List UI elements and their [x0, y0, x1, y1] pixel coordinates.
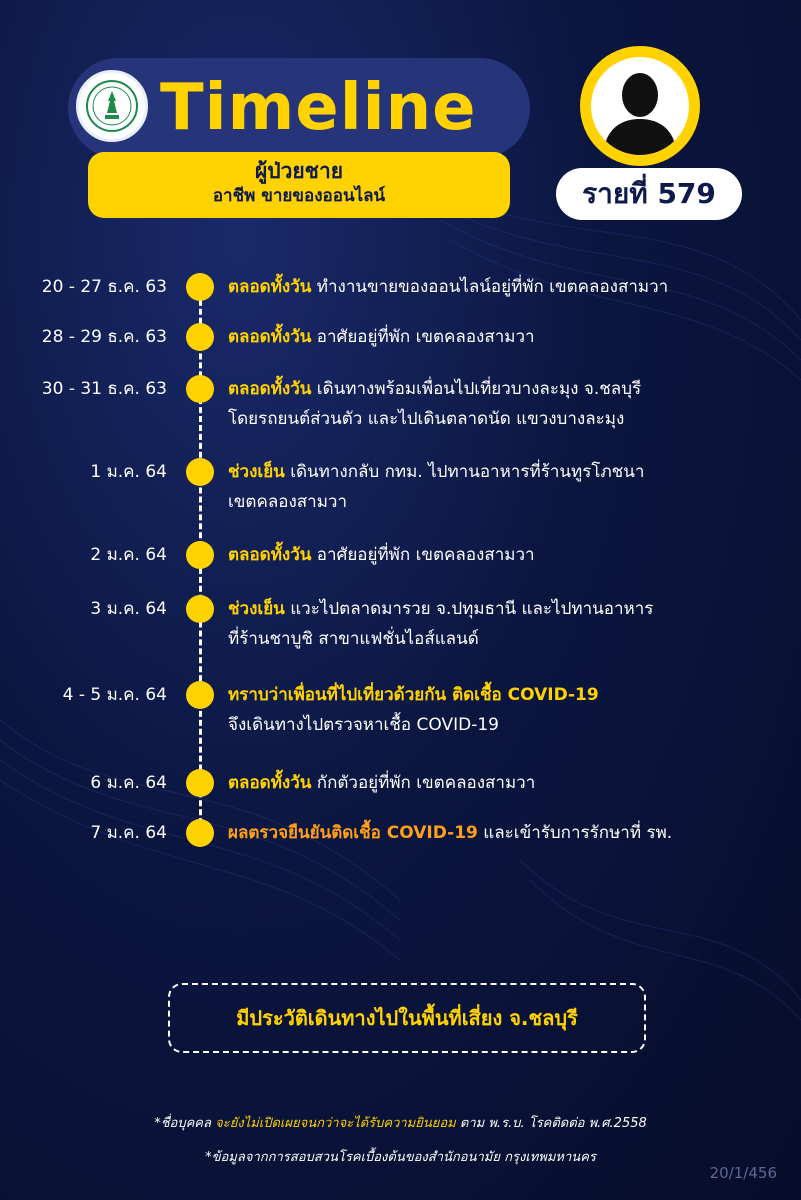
timeline-text: อาศัยอยู่ที่พัก เขตคลองสามวา: [316, 545, 535, 565]
timeline-text: ทำงานขายของออนไลน์อยู่ที่พัก เขตคลองสามวา: [316, 277, 669, 297]
timeline-dot: [186, 541, 214, 569]
privacy-footnote: [0, 1112, 801, 1133]
timeline-description: [228, 680, 788, 740]
timeline-highlight: ตลอดทั้งวัน: [228, 277, 312, 297]
page-title: Timeline: [160, 71, 477, 145]
timeline-line-2: โดยรถยนต์ส่วนตัว และไปเดินตลาดนัด แขวงบางละมุง: [228, 409, 625, 429]
timeline-highlight: ตลอดทั้งวัน: [228, 327, 312, 347]
timeline-highlight: ตลอดทั้งวัน: [228, 773, 312, 793]
timeline-dot: [186, 769, 214, 797]
timeline-date: 4 - 5 ม.ค. 64: [62, 685, 167, 705]
timeline-line-1: [228, 680, 788, 710]
timeline-line-1: [228, 818, 788, 848]
footnote-part-b: จะยังไม่เปิดเผยจนกว่าจะได้รับความยินยอม: [215, 1116, 456, 1131]
timeline-line-2: เขตคลองสามวา: [228, 492, 347, 512]
patient-gender: ผู้ป่วยชาย: [254, 159, 344, 183]
timeline-description: [228, 374, 788, 434]
timeline-line-2: ที่ร้านชาบูชิ สาขาแฟชั่นไอส์แลนด์: [228, 629, 479, 649]
timeline-line-1: [228, 272, 788, 302]
document-code: 20/1/456: [709, 1164, 777, 1182]
timeline-date: 20 - 27 ธ.ค. 63: [41, 277, 167, 297]
timeline-line-1: [228, 540, 788, 570]
timeline-text: อาศัยอยู่ที่พัก เขตคลองสามวา: [316, 327, 535, 347]
timeline-highlight: ทราบว่าเพื่อนที่ไปเที่ยวด้วยกัน ติดเชื้อ COVID-19: [228, 685, 599, 705]
timeline-date: 3 ม.ค. 64: [90, 599, 167, 619]
timeline-description: [228, 818, 788, 848]
timeline-highlight: ตลอดทั้งวัน: [228, 545, 312, 565]
timeline-description: [228, 768, 788, 798]
timeline-line-1: [228, 322, 788, 352]
timeline-text: เดินทางกลับ กทม. ไปทานอาหารที่ร้านทูรโภชนา: [290, 462, 645, 482]
timeline-dot: [186, 458, 214, 486]
timeline-date: 6 ม.ค. 64: [90, 773, 167, 793]
timeline-date: 30 - 31 ธ.ค. 63: [41, 379, 167, 399]
timeline-date: 1 ม.ค. 64: [90, 462, 167, 482]
timeline-line-1: [228, 768, 788, 798]
timeline-dot: [186, 819, 214, 847]
timeline-highlight: ผลตรวจยืนยันติดเชื้อ COVID-19: [228, 823, 478, 843]
footnote-part-c: ตาม พ.ร.บ. โรคติดต่อ พ.ศ.2558: [459, 1116, 647, 1131]
timeline-highlight: ช่วงเย็น: [228, 462, 285, 482]
timeline-dot: [186, 323, 214, 351]
timeline-line-1: [228, 374, 788, 404]
timeline-description: [228, 272, 788, 302]
timeline-description: [228, 457, 788, 517]
timeline-line-1: [228, 457, 788, 487]
patient-info-box: [88, 152, 510, 218]
avatar: [580, 46, 700, 166]
timeline-description: [228, 540, 788, 570]
timeline-description: [228, 594, 788, 654]
timeline-text: กักตัวอยู่ที่พัก เขตคลองสามวา: [316, 773, 536, 793]
timeline-date: 28 - 29 ธ.ค. 63: [41, 327, 167, 347]
timeline-line-1: [228, 594, 788, 624]
source-footnote: *ข้อมูลจากการสอบสวนโรคเบื้องต้นของสำนักอนามัย กรุงเทพมหานคร: [205, 1150, 596, 1165]
case-number-badge: รายที่ 579: [556, 168, 742, 220]
timeline-date: 2 ม.ค. 64: [90, 545, 167, 565]
timeline-highlight: ตลอดทั้งวัน: [228, 379, 312, 399]
patient-occupation: อาชีพ ขายของออนไลน์: [212, 186, 386, 206]
bangkok-seal-logo: [76, 70, 148, 142]
timeline-line-2: จึงเดินทางไปตรวจหาเชื้อ COVID-19: [228, 715, 499, 735]
timeline-dot: [186, 375, 214, 403]
timeline-dot: [186, 273, 214, 301]
timeline-dot: [186, 681, 214, 709]
timeline-dot: [186, 595, 214, 623]
timeline-text: แวะไปตลาดมารวย จ.ปทุมธานี และไปทานอาหาร: [290, 599, 654, 619]
footnote-part-a: *ชื่อบุคคล: [154, 1116, 211, 1131]
risk-area-note: มีประวัติเดินทางไปในพื้นที่เสี่ยง จ.ชลบุรี: [168, 983, 646, 1053]
timeline-text: เดินทางพร้อมเพื่อนไปเที่ยวบางละมุง จ.ชลบุรี: [316, 379, 642, 399]
timeline-description: [228, 322, 788, 352]
timeline-text: และเข้ารับการรักษาที่ รพ.: [483, 823, 673, 843]
person-silhouette-icon: [591, 57, 689, 155]
timeline-date: 7 ม.ค. 64: [90, 823, 167, 843]
timeline-highlight: ช่วงเย็น: [228, 599, 285, 619]
